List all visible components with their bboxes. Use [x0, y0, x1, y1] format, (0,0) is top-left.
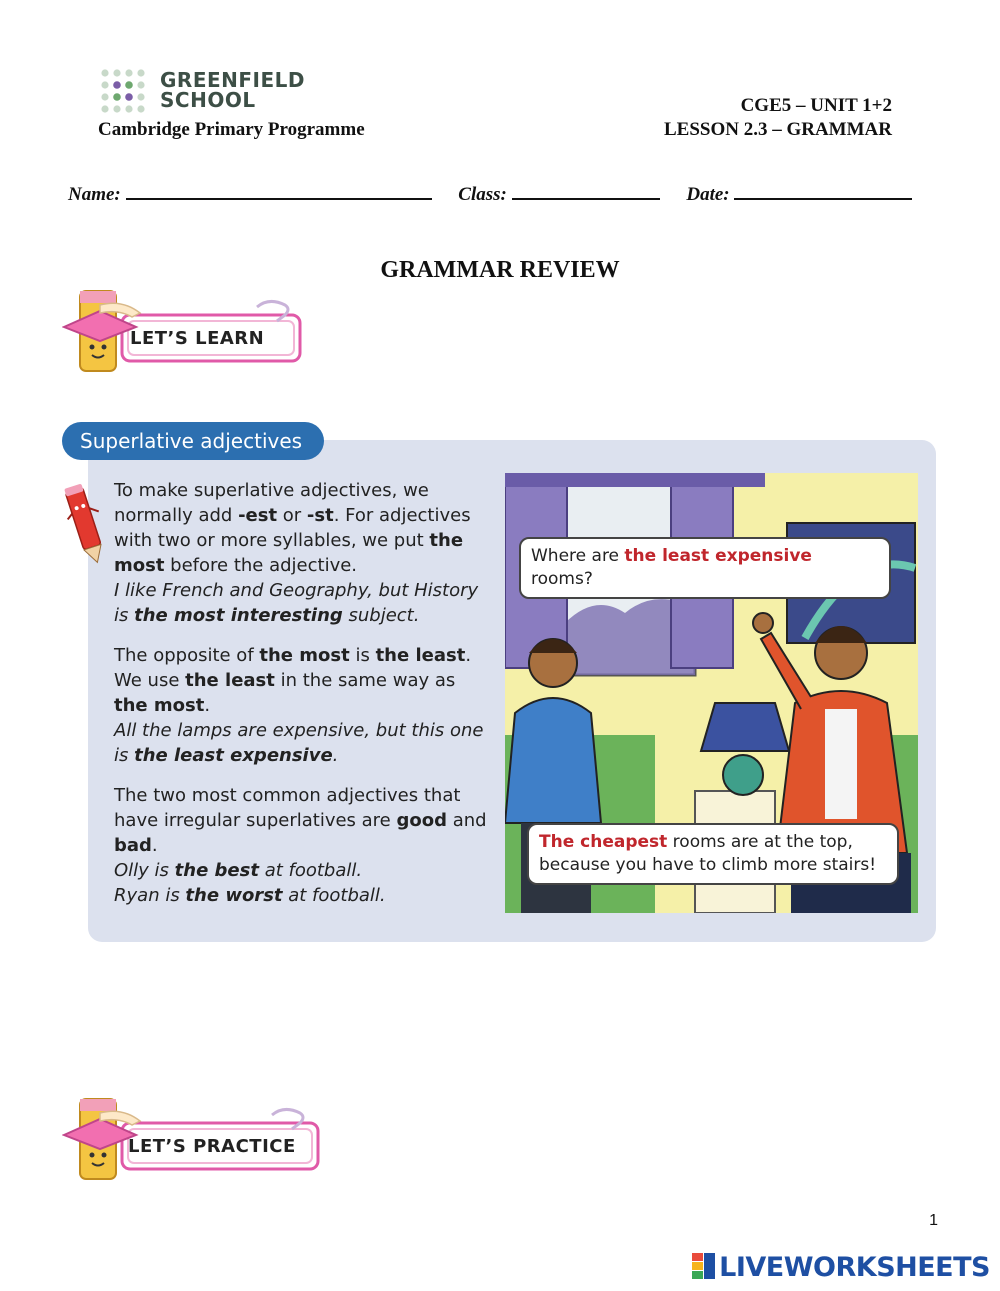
example-3a: Olly is the best at football. [114, 860, 363, 881]
liveworksheets-logo[interactable]: LIVEWORKSHEETS [692, 1252, 990, 1283]
class-field[interactable] [512, 180, 660, 200]
lets-practice-badge [62, 1093, 332, 1188]
example-1: I like French and Geography, but History is the most interesting subject. [114, 580, 479, 626]
lets-learn-badge [62, 285, 332, 380]
rule-1: To make superlative adjectives, we normally add -est or -st. For adjectives with two or more syllables, we put the most before the adjective. [114, 480, 471, 576]
example-3b: Ryan is the worst at football. [114, 885, 386, 906]
hotel-room-illustration [505, 473, 918, 913]
lets-practice-label: LET’S PRACTICE [128, 1136, 296, 1157]
lets-learn-label: LET’S LEARN [130, 328, 265, 349]
rule-3: The two most common adjectives that have irregular superlatives are good and bad. [114, 785, 487, 856]
rule-2: The opposite of the most is the least. We use the least in the same way as the most. [114, 645, 472, 716]
date-label: Date: [686, 184, 730, 205]
student-info-row [68, 180, 912, 206]
name-label: Name: [68, 184, 121, 205]
speech-bubble-question: Where are the least expensive rooms? [519, 537, 891, 599]
date-field[interactable] [734, 180, 912, 200]
liveworksheets-icon [692, 1253, 716, 1279]
speech-bubble-answer: The cheapest rooms are at the top, because you have to climb more stairs! [527, 823, 899, 885]
section-title: Superlative adjectives [62, 422, 324, 460]
lesson-label: LESSON 2.3 – GRAMMAR [663, 119, 892, 140]
unit-label: CGE5 – UNIT 1+2 [740, 95, 892, 116]
class-label: Class: [458, 184, 507, 205]
page-number: 1 [929, 1212, 938, 1229]
school-name: GREENFIELD SCHOOL [160, 68, 305, 112]
name-field[interactable] [126, 180, 432, 200]
page-title: GRAMMAR REVIEW [380, 257, 620, 283]
example-2: All the lamps are expensive, but this one is the least expensive. [114, 720, 484, 766]
pencil-mascot-icon [64, 480, 108, 568]
programme-label: Cambridge Primary Programme [98, 119, 365, 140]
rules-text [114, 478, 494, 908]
school-logo-icon [100, 68, 150, 118]
